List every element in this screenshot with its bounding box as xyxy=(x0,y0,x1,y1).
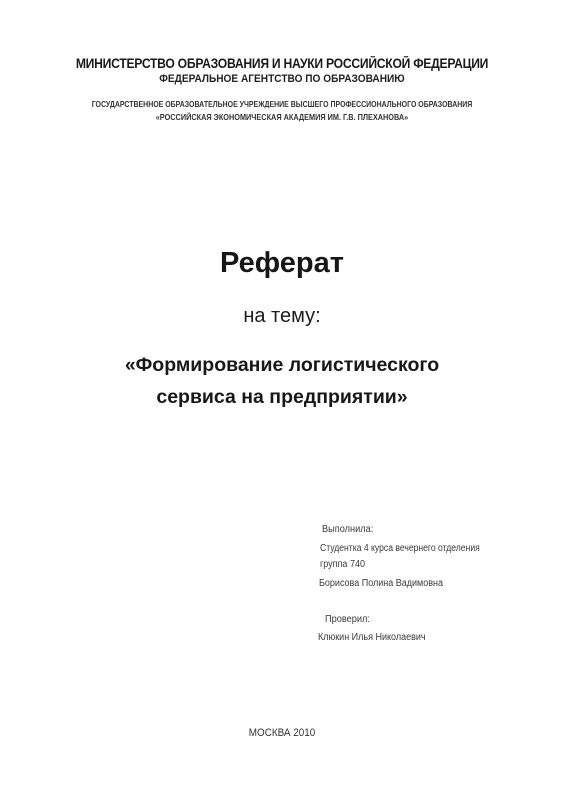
institution-type-line: ГОСУДАРСТВЕННОЕ ОБРАЗОВАТЕЛЬНОЕ УЧРЕЖДЕНИЕ ВЫСШЕГО ПРОФЕССИОНАЛЬНОГО ОБРАЗОВАНИЯ xyxy=(91,99,473,109)
student-group-line: группа 740 xyxy=(320,559,365,570)
topic-line-2: сервиса на предприятии» xyxy=(156,386,408,408)
checker-name: Клюкин Илья Николаевич xyxy=(318,632,426,643)
ministry-heading: МИНИСТЕРСТВО ОБРАЗОВАНИЯ И НАУКИ РОССИЙСКОЙ ФЕДЕРАЦИИ xyxy=(75,56,489,71)
student-name: Борисова Полина Вадимовна xyxy=(319,578,444,589)
document-subtitle: на тему: xyxy=(243,305,321,327)
document-title: Реферат xyxy=(220,247,344,279)
completed-by-label: Выполнила: xyxy=(322,524,374,535)
agency-heading: ФЕДЕРАЛЬНОЕ АГЕНТСТВО ПО ОБРАЗОВАНИЮ xyxy=(159,73,405,85)
city-year: МОСКВА 2010 xyxy=(248,727,316,739)
checked-by-label: Проверил: xyxy=(325,614,370,625)
institution-name-line: «РОССИЙСКАЯ ЭКОНОМИЧЕСКАЯ АКАДЕМИЯ ИМ. Г.В. ПЛЕХАНОВА» xyxy=(155,112,409,122)
student-course-line: Студентка 4 курса вечернего отделения xyxy=(320,543,480,554)
topic-line-1: «Формирование логистического xyxy=(124,354,440,376)
